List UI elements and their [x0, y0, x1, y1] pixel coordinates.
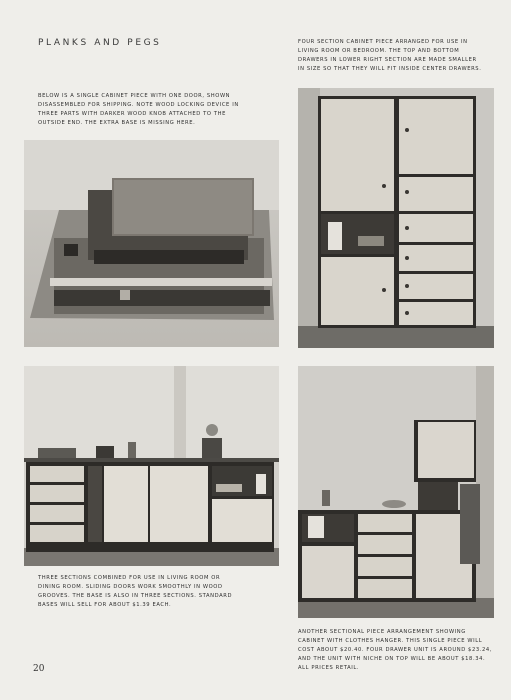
cabinet-with-hanger-photo — [298, 366, 494, 618]
page-title: PLANKS AND PEGS — [38, 38, 162, 48]
page-number: 20 — [33, 664, 45, 674]
three-section-sideboard-photo — [24, 366, 279, 566]
caption-hanger-cabinet: ANOTHER SECTIONAL PIECE ARRANGEMENT SHOWING CABINET WITH CLOTHES HANGER. THIS SINGLE PIECE WILL COST ABOUT $20.40. FOUR DRAWER UNIT IS AROUND $23.24, AND THE UNIT WITH NICHE ON TOP WILL BE ABOUT $18.34. ALL PRICES RETAIL. — [298, 629, 493, 671]
caption-three-section: THREE SECTIONS COMBINED FOR USE IN LIVING ROOM OR DINING ROOM. SLIDING DOORS WORK SMOOTHLY IN WOOD GROOVES. THE BASE IS ALSO IN THREE SECTIONS. STANDARD BASES WILL SELL FOR ABOUT $1.39 EACH. — [38, 575, 233, 608]
caption-four-section: FOUR SECTION CABINET PIECE ARRANGED FOR USE IN LIVING ROOM OR BEDROOM. THE TOP AND BOTTOM DRAWERS IN LOWER RIGHT SECTION ARE MADE SMALLER IN SIZE SO THAT THEY WILL FIT INSIDE CENTER DRAWERS. — [298, 39, 482, 72]
four-section-cabinet-photo — [298, 88, 494, 348]
caption-disassembled: BELOW IS A SINGLE CABINET PIECE WITH ONE DOOR, SHOWN DISASSEMBLED FOR SHIPPING. NOTE WOOD LOCKING DEVICE IN THREE PARTS WITH DARKER WOOD KNOB ATTACHED TO THE OUTSIDE END. THE EXTRA BASE IS MISSING HERE. — [38, 93, 239, 126]
disassembled-cabinet-photo — [24, 140, 279, 347]
